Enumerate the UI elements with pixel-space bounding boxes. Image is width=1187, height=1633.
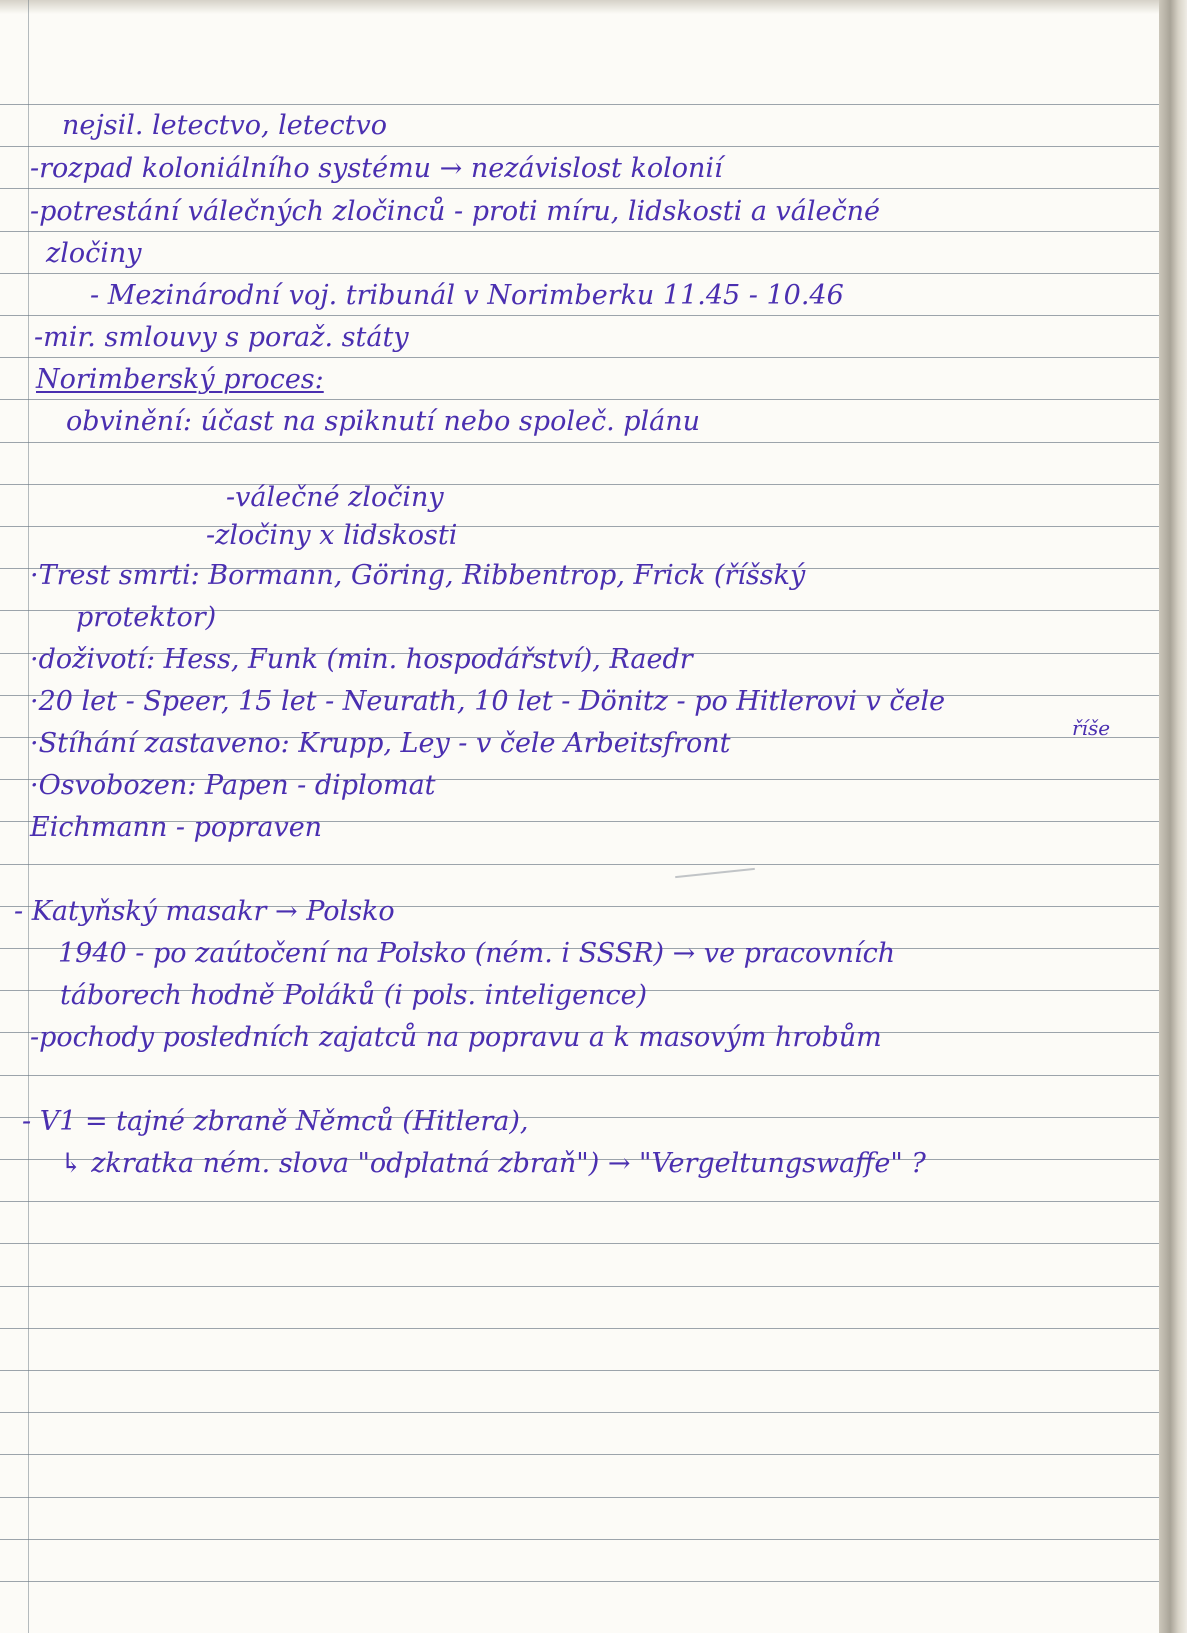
note-line: - Mezinárodní voj. tribunál v Norimberku 11.45 - 10.46 [90, 280, 844, 311]
notebook-binding [1159, 0, 1187, 1633]
ruled-line [0, 1497, 1160, 1498]
note-line: -potrestání válečných zločinců - proti míru, lidskosti a válečné [30, 196, 880, 227]
note-line: - Katyňský masakr → Polsko [14, 896, 395, 927]
note-line: ·Trest smrti: Bormann, Göring, Ribbentrop, Frick (říšský [30, 560, 806, 591]
ruled-line [0, 1286, 1160, 1287]
note-line: táborech hodně Poláků (i pols. inteligence) [60, 980, 648, 1011]
pencil-mark [675, 868, 755, 878]
ruled-line [0, 1075, 1160, 1076]
note-line: obvinění: účast na spiknutí nebo společ. plánu [66, 406, 701, 437]
ruled-line [0, 1328, 1160, 1329]
ruled-line [0, 484, 1160, 485]
note-line: -rozpad koloniálního systému → nezávislost kolonií [30, 153, 723, 184]
ruled-line [0, 104, 1160, 105]
ruled-line [0, 188, 1160, 189]
note-line: ·Stíhání zastaveno: Krupp, Ley - v čele Arbeitsfront [30, 728, 731, 759]
ruled-line [0, 1539, 1160, 1540]
note-line: zločiny [46, 238, 142, 269]
ruled-line [0, 1454, 1160, 1455]
note-line: ·20 let - Speer, 15 let - Neurath, 10 let - Dönitz - po Hitlerovi v čele [30, 686, 946, 717]
ruled-line [0, 273, 1160, 274]
ruled-line [0, 399, 1160, 400]
note-line: Eichmann - popraven [30, 812, 323, 843]
note-line: nejsil. letectvo, letectvo [62, 110, 388, 141]
ruled-line [0, 1412, 1160, 1413]
ruled-line [0, 1370, 1160, 1371]
note-line: ·Osvobozen: Papen - diplomat [30, 770, 436, 801]
note-line: protektor) [76, 602, 217, 633]
ruled-line [0, 357, 1160, 358]
ruled-line [0, 864, 1160, 865]
page-top-shadow [0, 0, 1187, 14]
note-line: 1940 - po zaútočení na Polsko (ném. i SSSR) → ve pracovních [58, 938, 896, 969]
section-heading: Norimberský proces: [36, 364, 324, 395]
note-line: -pochody posledních zajatců na popravu a k masovým hrobům [30, 1022, 882, 1053]
note-line: ↳ zkratka ném. slova "odplatná zbraň") → "Vergeltungswaffe" ? [60, 1148, 926, 1179]
note-line: říše [1072, 716, 1111, 740]
ruled-line [0, 1581, 1160, 1582]
note-line: - V1 = tajné zbraně Němců (Hitlera), [22, 1106, 529, 1137]
note-line: ·doživotí: Hess, Funk (min. hospodářství), Raedr [30, 644, 693, 675]
ruled-line [0, 526, 1160, 527]
ruled-line [0, 442, 1160, 443]
margin-line [28, 0, 29, 1633]
note-line: -zločiny x lidskosti [206, 520, 458, 551]
note-line: -mir. smlouvy s poraž. státy [34, 322, 409, 353]
ruled-line [0, 146, 1160, 147]
ruled-line [0, 315, 1160, 316]
ruled-line [0, 1201, 1160, 1202]
note-line: -válečné zločiny [226, 482, 444, 513]
ruled-line [0, 1243, 1160, 1244]
ruled-line [0, 231, 1160, 232]
